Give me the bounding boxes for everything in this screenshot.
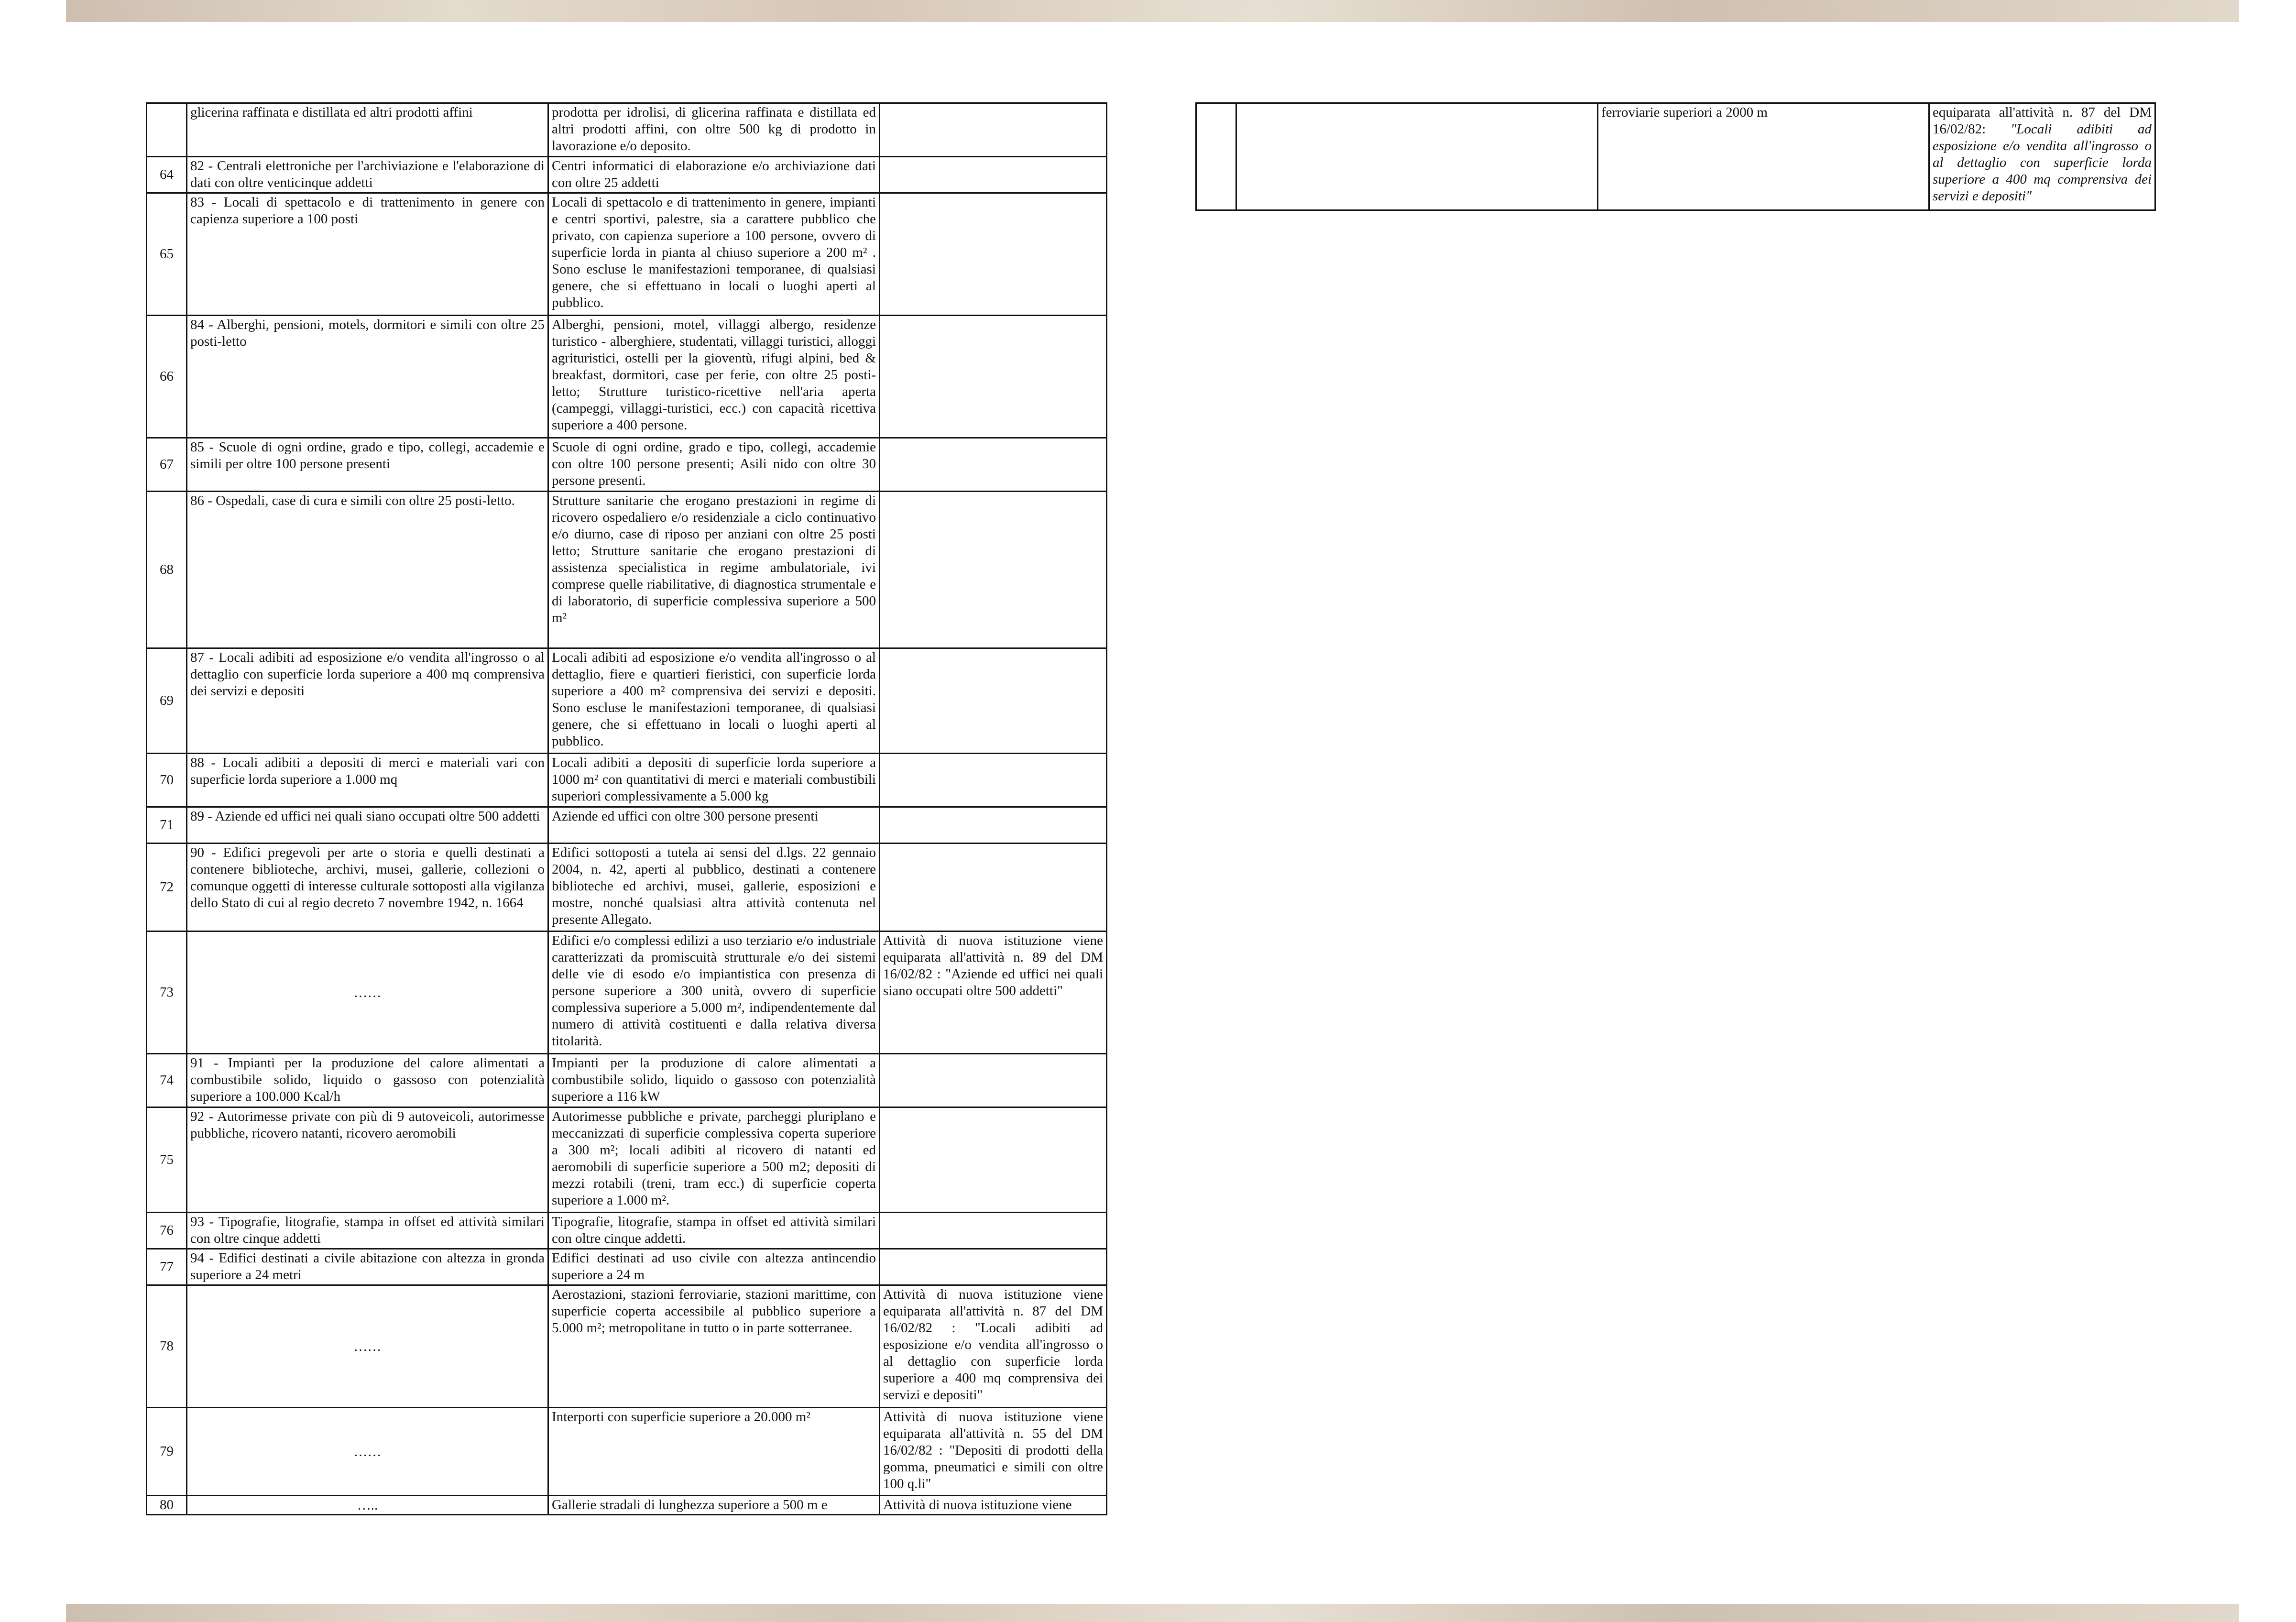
new-activity-text: Aziende ed uffici con oltre 300 persone presenti [548,807,880,844]
new-activity-text [1598,103,1929,210]
note-text [1929,103,2155,210]
note-text [880,157,1107,193]
old-activity-text: …… [187,1408,548,1496]
activities-table-right [1195,102,2156,211]
old-activity-text: 83 - Locali di spettacolo e di trattenimento in genere con capienza superiore a 100 posti [187,193,548,316]
note-text: Attività di nuova istituzione viene equiparata all'attività n. 55 del DM 16/02/82 : "Depositi di prodotti della gomma, pneumatici e simili con oltre 100 q.li" [880,1408,1107,1496]
table-row [147,1285,1107,1408]
row-number: 73 [147,932,187,1054]
old-activity-text: 82 - Centrali elettroniche per l'archiviazione e l'elaborazione di dati con oltre venticinque addetti [187,157,548,193]
row-number: 67 [147,438,187,492]
table-row [147,1107,1107,1213]
table-row [147,157,1107,193]
table-row [147,844,1107,932]
table-row [147,1496,1107,1515]
note-text [880,1054,1107,1107]
new-activity-text: Locali adibiti ad esposizione e/o vendita all'ingrosso o al dettaglio, fiere e quartieri fieristici, con superficie lorda superiore a 400 m² comprensiva dei servizi e depositi. Sono escluse le manifestazioni temporanee, di qualsiasi genere, che si effettuano in locali o luoghi aperti al pubblico. [548,648,880,754]
note-text [880,492,1107,648]
old-activity-text: 90 - Edifici pregevoli per arte o storia e quelli destinati a contenere biblioteche, archivi, musei, gallerie, collezioni o comunque oggetti di interesse culturale sottoposti alla vigilanza dello Stato di cui al regio decreto 7 novembre 1942, n. 1664 [187,844,548,932]
old-activity-text: …… [187,1285,548,1408]
table-row [1196,103,2155,210]
table-row [147,932,1107,1054]
scan-edge-top [66,0,2239,22]
scan-edge-bottom [66,1604,2239,1622]
row-number: 66 [147,316,187,438]
old-activity-text [1236,103,1598,210]
old-activity-text: …… [187,932,548,1054]
row-number: 71 [147,807,187,844]
row-number: 65 [147,193,187,316]
note-text [880,1249,1107,1285]
old-activity-text: 91 - Impianti per la produzione del calore alimentati a combustibile solido, liquido o gassoso con potenzialità superiore a 100.000 Kcal/h [187,1054,548,1107]
new-activity-text: Scuole di ogni ordine, grado e tipo, collegi, accademie con oltre 100 persone presenti; Asili nido con oltre 30 persone presenti. [548,438,880,492]
table-row [147,193,1107,316]
row-number: 70 [147,754,187,807]
note-text: Attività di nuova istituzione viene [880,1496,1107,1515]
note-text [880,1213,1107,1249]
note-text [880,438,1107,492]
table-row [147,1408,1107,1496]
note-text [880,1107,1107,1213]
old-activity-text: 87 - Locali adibiti ad esposizione e/o vendita all'ingrosso o al dettaglio con superficie lorda superiore a 400 mq comprensiva dei servizi e depositi [187,648,548,754]
new-activity-text: Alberghi, pensioni, motel, villaggi albergo, residenze turistico - alberghiere, studentati, villaggi turistici, alloggi agrituristici, ostelli per la gioventù, rifugi alpini, bed & breakfast, dormitori, case per ferie, con oltre 25 posti-letto; Strutture turistico-ricettive nell'aria aperta (campeggi, villaggi-turistici, ecc.) con capacità ricettiva superiore a 400 persone. [548,316,880,438]
note-text [880,193,1107,316]
table-row [147,492,1107,648]
new-activity-text: Locali adibiti a depositi di superficie lorda superiore a 1000 m² con quantitativi di merci e materiali combustibili superiori complessivamente a 5.000 kg [548,754,880,807]
table-row [147,1213,1107,1249]
row-number: 76 [147,1213,187,1249]
table-row [147,438,1107,492]
note-text [880,807,1107,844]
row-number: 80 [147,1496,187,1515]
new-activity-text: Aerostazioni, stazioni ferroviarie, stazioni marittime, con superficie coperta accessibile al pubblico superiore a 5.000 m²; metropolitane in tutto o in parte sotterranee. [548,1285,880,1408]
row-number: 78 [147,1285,187,1408]
row-number [1196,103,1236,210]
table-row [147,648,1107,754]
new-activity-text: Impianti per la produzione di calore alimentati a combustibile solido, liquido o gassoso con potenzialità superiore a 116 kW [548,1054,880,1107]
table-row [147,807,1107,844]
old-activity-text: 88 - Locali adibiti a depositi di merci e materiali vari con superficie lorda superiore a 1.000 mq [187,754,548,807]
row-number: 68 [147,492,187,648]
row-number: 79 [147,1408,187,1496]
note-text [880,754,1107,807]
old-activity-text: 85 - Scuole di ogni ordine, grado e tipo, collegi, accademie e simili per oltre 100 persone presenti [187,438,548,492]
row-number: 74 [147,1054,187,1107]
note-text [880,648,1107,754]
new-activity-text: Locali di spettacolo e di trattenimento in genere, impianti e centri sportivi, palestre, sia a carattere pubblico che privato, con capienza superiore a 100 persone, ovvero di superficie lorda in pianta al chiuso superiore a 200 m² . Sono escluse le manifestazioni temporanee, di qualsiasi genere, che si effettuano in locali o luoghi aperti al pubblico. [548,193,880,316]
note-lead: equiparata all'attività n. 87 del DM 16/02/82: [1933,105,2152,137]
row-number: 72 [147,844,187,932]
new-activity-text: Strutture sanitarie che erogano prestazioni in regime di ricovero ospedaliero e/o residenziale a ciclo continuativo e/o diurno, case di riposo per anziani con oltre 25 posti letto; Strutture sanitarie che erogano prestazioni di assistenza specialistica in regime ambulatoriale, ivi comprese quelle riabilitative, di diagnostica strumentale e di laboratorio, di superficie complessiva superiore a 500 m² [548,492,880,648]
row-number: 64 [147,157,187,193]
old-activity-text: 93 - Tipografie, litografie, stampa in offset ed attività similari con oltre cinque addetti [187,1213,548,1249]
activities-table-left [146,102,1107,1515]
row-number: 77 [147,1249,187,1285]
old-activity-text: glicerina raffinata e distillata ed altri prodotti affini [187,103,548,157]
note-text [880,103,1107,157]
new-activity-text: Centri informatici di elaborazione e/o archiviazione dati con oltre 25 addetti [548,157,880,193]
new-activity-text: prodotta per idrolisi, di glicerina raffinata e distillata ed altri prodotti affini, con oltre 500 kg di prodotto in lavorazione e/o deposito. [548,103,880,157]
note-text [880,316,1107,438]
table-row [147,316,1107,438]
note-text: Attività di nuova istituzione viene equiparata all'attività n. 87 del DM 16/02/82 : "Locali adibiti ad esposizione e/o vendita all'ingrosso o al dettaglio con superficie lorda superiore a 400 mq comprensiva dei servizi e depositi" [880,1285,1107,1408]
note-text: Attività di nuova istituzione viene equiparata all'attività n. 89 del DM 16/02/82 : "Aziende ed uffici nei quali siano occupati oltre 500 addetti" [880,932,1107,1054]
new-activity-text: Edifici destinati ad uso civile con altezza antincendio superiore a 24 m [548,1249,880,1285]
old-activity-text: ….. [187,1496,548,1515]
note-text [880,844,1107,932]
old-activity-text: 89 - Aziende ed uffici nei quali siano occupati oltre 500 addetti [187,807,548,844]
new-activity-text: Autorimesse pubbliche e private, parcheggi pluriplano e meccanizzati di superficie complessiva coperta superiore a 300 m²; locali adibiti al ricovero di natanti ed aeromobili di superficie superiore a 500 m2; depositi di mezzi rotabili (treni, tram ecc.) di superficie coperta superiore a 1.000 m². [548,1107,880,1213]
new-activity-text: Interporti con superficie superiore a 20.000 m² [548,1408,880,1496]
old-activity-text: 92 - Autorimesse private con più di 9 autoveicoli, autorimesse pubbliche, ricovero natanti, ricovero aeromobili [187,1107,548,1213]
table-row [147,1249,1107,1285]
new-activity-text: Edifici e/o complessi edilizi a uso terziario e/o industriale caratterizzati da promiscuità strutturale e/o dei sistemi delle vie di esodo e/o impiantistica con presenza di persone superiore a 300 unità, ovvero di superficie complessiva superiore a 5.000 m², indipendentemente dal numero di attività costituenti e dalla relativa diversa titolarità. [548,932,880,1054]
new-activity-lead: ferroviarie superiori a 2000 m [1601,105,1768,120]
row-number [147,103,187,157]
row-number: 69 [147,648,187,754]
table-row [147,754,1107,807]
old-activity-text: 86 - Ospedali, case di cura e simili con oltre 25 posti-letto. [187,492,548,648]
row-number: 75 [147,1107,187,1213]
new-activity-text: Gallerie stradali di lunghezza superiore a 500 m e [548,1496,880,1515]
new-activity-text: Tipografie, litografie, stampa in offset ed attività similari con oltre cinque addetti. [548,1213,880,1249]
table-row [147,103,1107,157]
table-row [147,1054,1107,1107]
new-activity-text: Edifici sottoposti a tutela ai sensi del d.lgs. 22 gennaio 2004, n. 42, aperti al pubblico, destinati a contenere biblioteche ed archivi, musei, gallerie, esposizioni e mostre, nonché qualsiasi altra attività contenuta nel presente Allegato. [548,844,880,932]
old-activity-text: 84 - Alberghi, pensioni, motels, dormitori e simili con oltre 25 posti-letto [187,316,548,438]
old-activity-text: 94 - Edifici destinati a civile abitazione con altezza in gronda superiore a 24 metri [187,1249,548,1285]
note-quote: "Locali adibiti ad esposizione e/o vendita all'ingrosso o al dettaglio con superficie lorda superiore a 400 mq comprensiva dei servizi e depositi" [1933,121,2152,204]
